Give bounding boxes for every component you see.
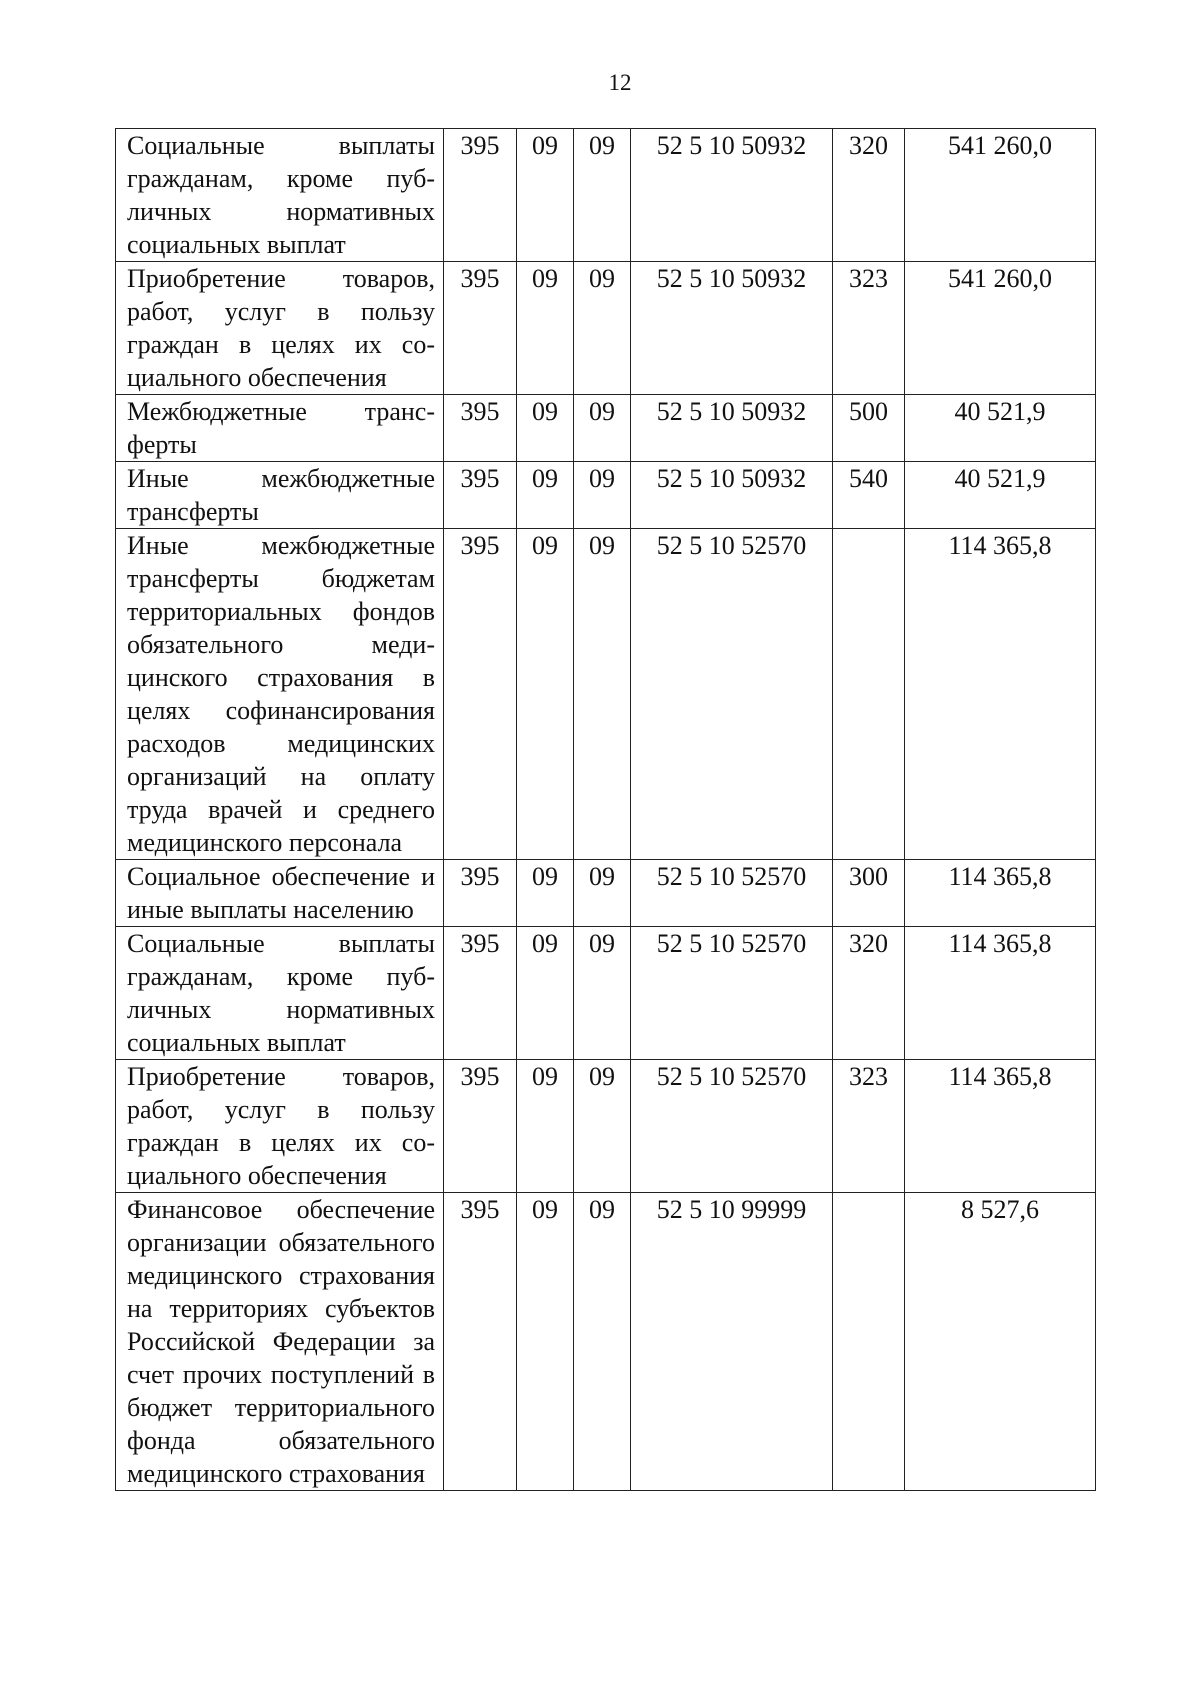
row-name: Межбюджетные трансферты: [116, 395, 444, 462]
ministry-code: 395: [444, 1060, 517, 1193]
target-article-code: 52 5 10 52570: [631, 1060, 833, 1193]
section-code: 09: [517, 129, 574, 262]
subsection-code: 09: [574, 395, 631, 462]
ministry-code: 395: [444, 529, 517, 860]
subsection-code: 09: [574, 129, 631, 262]
expense-type-code: 323: [833, 262, 905, 395]
section-code: 09: [517, 860, 574, 927]
row-name: Приобретение товаров, работ, услуг в пользу граждан в целях их социального обеспечения: [116, 1060, 444, 1193]
ministry-code: 395: [444, 462, 517, 529]
expense-type-code: 540: [833, 462, 905, 529]
expense-type-code: 500: [833, 395, 905, 462]
row-name: Иные межбюджетные трансферты: [116, 462, 444, 529]
table-row: [116, 927, 1096, 1060]
table-row: [116, 262, 1096, 395]
amount: 114 365,8: [905, 860, 1096, 927]
target-article-code: 52 5 10 52570: [631, 860, 833, 927]
table-row: [116, 1060, 1096, 1193]
expense-type-code: 300: [833, 860, 905, 927]
row-name: Социальные выплаты гражданам, кроме публичных нормативных социальных выплат: [116, 927, 444, 1060]
amount: 114 365,8: [905, 927, 1096, 1060]
row-name: Социальные выплаты гражданам, кроме публичных нормативных социальных выплат: [116, 129, 444, 262]
amount: 40 521,9: [905, 462, 1096, 529]
section-code: 09: [517, 262, 574, 395]
expense-type-code: [833, 529, 905, 860]
subsection-code: 09: [574, 262, 631, 395]
target-article-code: 52 5 10 52570: [631, 927, 833, 1060]
amount: 8 527,6: [905, 1193, 1096, 1491]
section-code: 09: [517, 1060, 574, 1193]
table-row: [116, 529, 1096, 860]
section-code: 09: [517, 927, 574, 1060]
table-row: [116, 462, 1096, 529]
subsection-code: 09: [574, 1193, 631, 1491]
table-row: [116, 1193, 1096, 1491]
target-article-code: 52 5 10 52570: [631, 529, 833, 860]
amount: 40 521,9: [905, 395, 1096, 462]
table-row: [116, 860, 1096, 927]
ministry-code: 395: [444, 129, 517, 262]
row-name: Иные межбюджетные трансферты бюджетам территориальных фондов обязательного медицинского страхования в целях софинансирования расходов медицинских организаций на оплату труда врачей и среднего медицинского персонала: [116, 529, 444, 860]
section-code: 09: [517, 1193, 574, 1491]
table-row: [116, 129, 1096, 262]
target-article-code: 52 5 10 50932: [631, 262, 833, 395]
ministry-code: 395: [444, 262, 517, 395]
amount: 114 365,8: [905, 1060, 1096, 1193]
expense-type-code: [833, 1193, 905, 1491]
table-row: [116, 395, 1096, 462]
target-article-code: 52 5 10 50932: [631, 395, 833, 462]
ministry-code: 395: [444, 1193, 517, 1491]
expense-type-code: 323: [833, 1060, 905, 1193]
expense-type-code: 320: [833, 927, 905, 1060]
amount: 541 260,0: [905, 129, 1096, 262]
section-code: 09: [517, 529, 574, 860]
target-article-code: 52 5 10 50932: [631, 129, 833, 262]
ministry-code: 395: [444, 395, 517, 462]
subsection-code: 09: [574, 1060, 631, 1193]
subsection-code: 09: [574, 927, 631, 1060]
ministry-code: 395: [444, 927, 517, 1060]
section-code: 09: [517, 462, 574, 529]
expense-type-code: 320: [833, 129, 905, 262]
page-number: 12: [608, 70, 632, 95]
row-name: Социальное обеспечение и иные выплаты населению: [116, 860, 444, 927]
ministry-code: 395: [444, 860, 517, 927]
subsection-code: 09: [574, 529, 631, 860]
row-name: Финансовое обеспечение организации обязательного медицинского страхования на территориях субъектов Российской Федерации за счет прочих поступлений в бюджет территориального фонда обязательного медицинского страхования: [116, 1193, 444, 1491]
subsection-code: 09: [574, 462, 631, 529]
row-name: Приобретение товаров, работ, услуг в пользу граждан в целях их социального обеспечения: [116, 262, 444, 395]
subsection-code: 09: [574, 860, 631, 927]
amount: 541 260,0: [905, 262, 1096, 395]
section-code: 09: [517, 395, 574, 462]
amount: 114 365,8: [905, 529, 1096, 860]
target-article-code: 52 5 10 50932: [631, 462, 833, 529]
budget-table: [115, 128, 1096, 1491]
target-article-code: 52 5 10 99999: [631, 1193, 833, 1491]
